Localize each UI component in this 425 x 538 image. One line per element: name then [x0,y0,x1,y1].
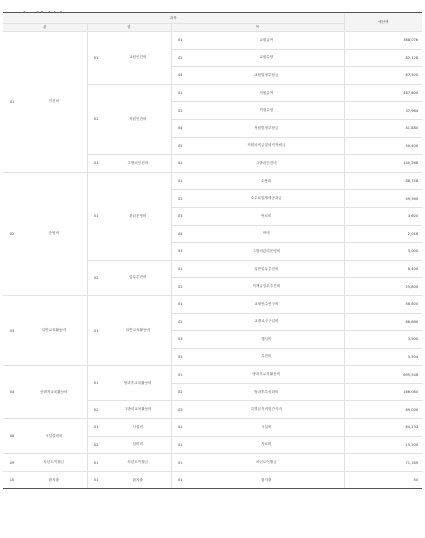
jang-code-cell: 08 [3,419,21,454]
mok-code-cell: 03 [171,331,189,349]
gwan-code-cell: 01 [87,172,105,260]
mok-name-cell: 그밖의관리운영비 [189,243,344,261]
mok-name-cell: 연료비 [189,207,344,225]
gwan-code-cell: 03 [87,155,105,173]
table-body [3,32,422,489]
gwan-name-cell: 시설비 [105,419,171,437]
gwan-name-cell: 잡지출 [105,471,171,489]
mok-name-cell: 직원급여 [189,84,344,102]
gwan-code-cell: 01 [87,366,105,401]
amount-cell: 69,000 [344,401,422,419]
gwan-name-cell: 설비비 [105,436,171,454]
mok-code-cell: 01 [171,155,189,173]
mok-code-cell: 03 [171,207,189,225]
amount-cell: 3,000 [344,243,422,261]
amount-cell: 368,076 [344,32,422,50]
header-gwan: 항 [87,24,171,32]
jang-name-cell: 선택적교육활동비 [21,366,87,419]
jang-name-cell: 잡지출 [21,471,87,489]
mok-code-cell: 05 [171,137,189,155]
amount-cell: 3,600 [344,207,422,225]
gwan-name-cell: 차년도이월금 [105,454,171,472]
table-row [3,471,422,489]
mok-code-cell: 04 [171,225,189,243]
jang-code-cell: 02 [3,172,21,295]
gwan-code-cell: 02 [87,401,105,419]
mok-name-cell: 교원급여 [189,32,344,50]
gwan-name-cell: 방과후교육활동비 [105,366,171,401]
mok-name-cell: 방과후특성화비 [189,383,344,401]
jang-name-cell: 시설설비비 [21,419,87,454]
jang-name-cell: 차년도이월금 [21,454,87,472]
table-row [3,172,422,190]
amount-cell: 140,268 [344,155,422,173]
mok-name-cell: 잡지출 [189,471,344,489]
mok-code-cell: 05 [171,243,189,261]
amount-cell: 8,400 [344,260,422,278]
mok-name-cell: 그밖의인건비 [189,155,344,173]
table-row [3,454,422,472]
amount-cell: 5,504 [344,348,422,366]
header-row [3,13,422,24]
mok-code-cell: 01 [171,454,189,472]
gwan-code-cell: 02 [87,84,105,154]
table-row [3,295,422,313]
jang-code-cell: 01 [3,32,21,173]
header-jang: 관 [3,24,87,32]
amount-cell: 50,400 [344,137,422,155]
mok-name-cell: 차년도이월금 [189,454,344,472]
mok-name-cell: 교재연수연구비 [189,295,344,313]
jang-name-cell: 운영비 [21,172,87,295]
jang-code-cell: 09 [3,454,21,472]
amount-cell: 49,560 [344,190,422,208]
amount-cell: 67,500 [344,67,422,85]
jang-code-cell: 04 [3,366,21,419]
mok-code-cell: 04 [171,119,189,137]
jang-code-cell: 03 [3,295,21,365]
gwan-name-cell: 일반교육활동비 [105,295,171,365]
mok-code-cell: 01 [171,260,189,278]
jang-name-cell: 일반교육활동비 [21,295,87,365]
mok-name-cell: 교원법정부담금 [189,67,344,85]
amount-cell: 37,964 [344,102,422,120]
jang-code-cell: 10 [3,471,21,489]
gwan-code-cell: 01 [87,454,105,472]
mok-name-cell: 직책급업무추진비 [189,278,344,296]
gwan-code-cell: 01 [87,419,105,437]
mok-name-cell: 수용비 [189,172,344,190]
mok-code-cell: 02 [171,102,189,120]
mok-code-cell: 02 [171,383,189,401]
amount-cell: 88,758 [344,172,422,190]
mok-code-cell: 01 [171,436,189,454]
mok-code-cell: 05 [171,348,189,366]
mok-name-cell: 여비 [189,225,344,243]
mok-name-cell: 일반업무추진비 [189,260,344,278]
mok-name-cell: 시설비 [189,419,344,437]
header-category: 과목 [3,13,344,24]
amount-cell: 3,500 [344,331,422,349]
mok-name-cell: 특전비 [189,348,344,366]
mok-name-cell: 직원퇴직금및퇴직적립금 [189,137,344,155]
amount-cell: 166,080 [344,383,422,401]
header-mok: 목 [171,24,344,32]
mok-name-cell: 방과후교육활동비 [189,366,344,384]
mok-code-cell: 02 [171,49,189,67]
gwan-name-cell: 직원인건비 [105,84,171,154]
mok-code-cell: 01 [171,471,189,489]
budget-table [3,12,422,489]
table-header [3,13,422,32]
mok-name-cell: 교원수당 [189,49,344,67]
amount-cell: 695,546 [344,366,422,384]
amount-cell: 25,800 [344,278,422,296]
mok-name-cell: 직원법정부담금 [189,119,344,137]
mok-code-cell: 01 [171,32,189,50]
mok-code-cell: 01 [171,172,189,190]
mok-name-cell: 직원수당 [189,102,344,120]
gwan-name-cell: 그밖의인건비 [105,155,171,173]
mok-code-cell: 02 [171,313,189,331]
mok-name-cell: 자료비 [189,436,344,454]
amount-cell: 71,169 [344,454,422,472]
table-row [3,419,422,437]
mok-name-cell: 교재교구구입비 [189,313,344,331]
gwan-code-cell: 01 [87,295,105,365]
amount-cell: 82,128 [344,49,422,67]
mok-code-cell: 01 [171,419,189,437]
mok-code-cell: 02 [171,278,189,296]
gwan-code-cell: 02 [87,260,105,295]
amount-cell: 467,800 [344,84,422,102]
gwan-code-cell: 01 [87,471,105,489]
amount-cell: 66,880 [344,313,422,331]
mok-name-cell: 수수료및제세공과금 [189,190,344,208]
jang-name-cell: 인건비 [21,32,87,173]
gwan-code-cell: 02 [87,436,105,454]
gwan-name-cell: 관리운영비 [105,172,171,260]
amount-cell: 58,800 [344,295,422,313]
amount-cell: 15,200 [344,436,422,454]
mok-code-cell: 01 [171,366,189,384]
mok-name-cell: 행사비 [189,331,344,349]
amount-cell: 41,880 [344,119,422,137]
mok-code-cell: 01 [171,295,189,313]
mok-code-cell: 04 [171,67,189,85]
mok-code-cell: 03 [171,401,189,419]
amount-cell: 2,016 [344,225,422,243]
header-amount: 예산액 [344,13,422,32]
gwan-name-cell: 그밖의교육활동비 [105,401,171,419]
table-row [3,366,422,384]
table-row [3,32,422,50]
gwan-name-cell: 업무추진비 [105,260,171,295]
amount-cell: 64,133 [344,419,422,437]
document-header [3,2,93,12]
gwan-name-cell: 교원인건비 [105,32,171,85]
amount-cell: 50 [344,471,422,489]
mok-name-cell: 특별급식비및간식비 [189,401,344,419]
mok-code-cell: 01 [171,84,189,102]
gwan-code-cell: 01 [87,32,105,85]
mok-code-cell: 02 [171,190,189,208]
